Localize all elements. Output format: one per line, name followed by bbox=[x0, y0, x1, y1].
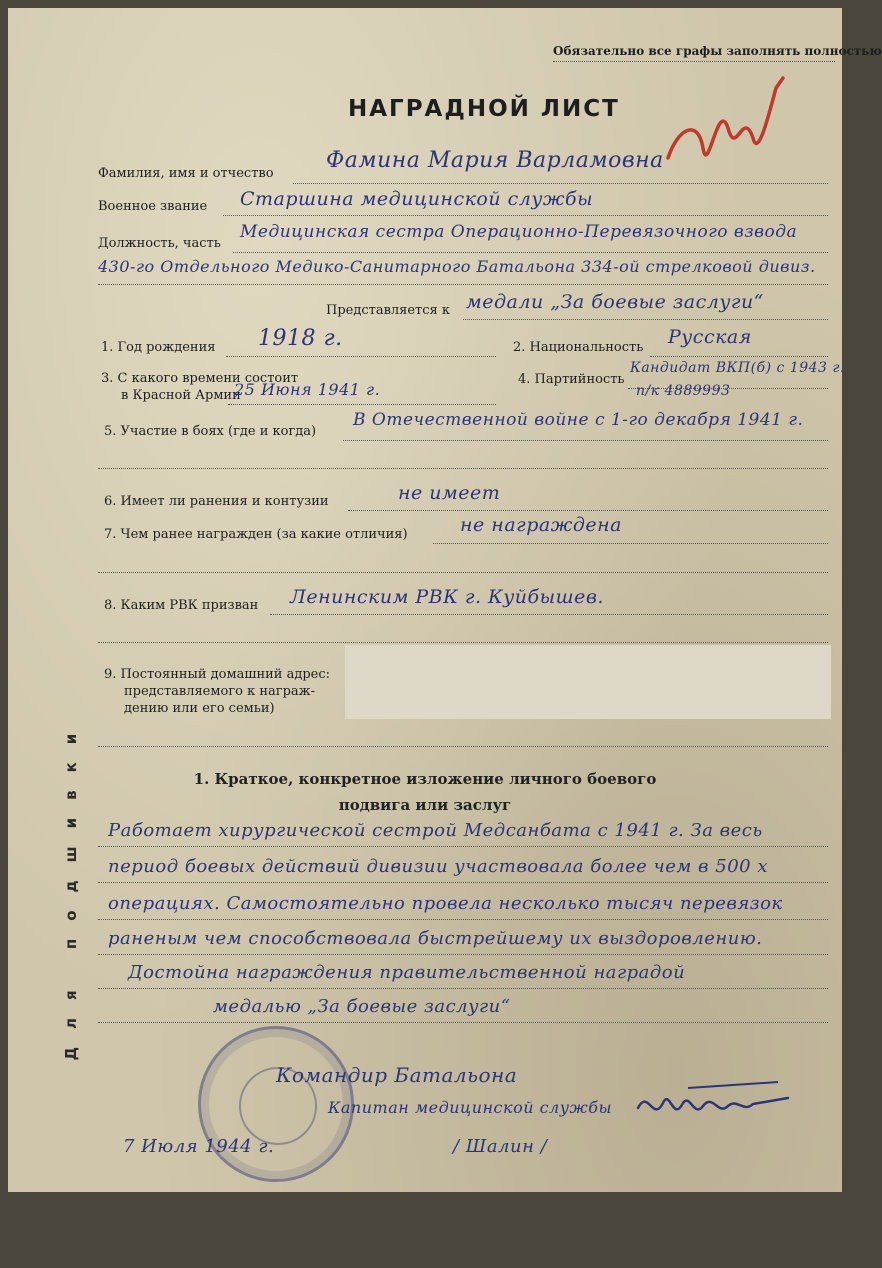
birth-value: 1918 г. bbox=[258, 326, 343, 351]
battles-line-2 bbox=[98, 468, 828, 469]
wounds-line bbox=[348, 510, 828, 511]
party-value-2: п/к 4889993 bbox=[636, 383, 731, 399]
section-title-2: подвига или заслуг bbox=[338, 796, 512, 814]
nationality-line bbox=[650, 356, 828, 357]
rank-value: Старшина медицинской службы bbox=[240, 188, 594, 210]
nationality-value: Русская bbox=[668, 326, 752, 348]
position-line-1 bbox=[233, 252, 828, 253]
section-line-4 bbox=[98, 954, 828, 955]
address-label-3: дению или его семьи) bbox=[124, 701, 275, 716]
battles-value: В Отечественной войне с 1-го декабря 1941 г. bbox=[353, 410, 804, 430]
position-value-1: Медицинская сестра Операционно-Перевязочного взвода bbox=[240, 222, 798, 242]
presented-value: медали „За боевые заслуги“ bbox=[466, 291, 764, 313]
rvk-line-2 bbox=[98, 642, 828, 643]
battles-line-1 bbox=[343, 440, 828, 441]
presented-line bbox=[463, 319, 828, 320]
signature-date: 7 Июля 1944 г. bbox=[123, 1136, 275, 1157]
battles-label: 5. Участие в боях (где и когда) bbox=[104, 424, 317, 439]
rvk-line bbox=[270, 614, 828, 615]
section-line-3 bbox=[98, 919, 828, 920]
section-text-line-4: раненым чем способствовала быстрейшему их выздоровлению. bbox=[108, 928, 763, 949]
party-label: 4. Партийность bbox=[518, 372, 625, 387]
section-text-line-2: период боевых действий дивизии участвовала более чем в 500 х bbox=[108, 856, 768, 877]
handwritten-signature-icon bbox=[628, 1068, 798, 1138]
section-line-1 bbox=[98, 846, 828, 847]
address-line-2 bbox=[98, 746, 828, 747]
section-text-line-5: Достойна награждения правительственной наградой bbox=[128, 962, 686, 983]
rank-label: Военное звание bbox=[98, 199, 208, 214]
awards-line-2 bbox=[98, 572, 828, 573]
presented-label: Представляется к bbox=[326, 303, 450, 318]
section-line-6 bbox=[98, 1022, 828, 1023]
rvk-value: Ленинским РВК г. Куйбышев. bbox=[290, 586, 604, 608]
header-note: Обязательно все графы заполнять полностью bbox=[553, 44, 882, 58]
red-pencil-mark-icon bbox=[658, 68, 798, 188]
page-title: НАГРАДНОЙ ЛИСТ bbox=[348, 96, 620, 122]
position-line-2 bbox=[98, 284, 828, 285]
nationality-label: 2. Национальность bbox=[513, 340, 644, 355]
section-title-1: 1. Краткое, конкретное изложение личного боевого bbox=[193, 770, 657, 788]
service-label-1: 3. С какого времени состоит bbox=[101, 371, 299, 386]
section-line-2 bbox=[98, 882, 828, 883]
redacted-address-block bbox=[345, 645, 831, 719]
name-label: Фамилия, имя и отчество bbox=[98, 166, 274, 181]
address-label-2: представляемого к награж- bbox=[124, 684, 315, 699]
section-line-5 bbox=[98, 988, 828, 989]
wounds-label: 6. Имеет ли ранения и контузии bbox=[104, 494, 329, 509]
awards-value: не награждена bbox=[460, 514, 622, 536]
signature-line-1: Командир Батальона bbox=[276, 1063, 518, 1087]
section-text-line-6: медалью „За боевые заслуги“ bbox=[213, 996, 511, 1017]
rank-line bbox=[223, 215, 828, 216]
awards-label: 7. Чем ранее награжден (за какие отличия) bbox=[104, 527, 408, 542]
birth-label: 1. Год рождения bbox=[101, 340, 216, 355]
name-line bbox=[293, 183, 828, 184]
side-binding-label: Для подшивки bbox=[62, 715, 80, 1061]
name-value: Фамина Мария Варламовна bbox=[326, 148, 664, 173]
rvk-label: 8. Каким РВК призван bbox=[104, 598, 259, 613]
service-line bbox=[228, 404, 496, 405]
party-value-1: Кандидат ВКП(б) с 1943 г. bbox=[630, 360, 845, 376]
position-value-2: 430-го Отдельного Медико-Санитарного Батальона 334-ой стрелковой дивиз. bbox=[98, 257, 816, 276]
section-text-line-3: операциях. Самостоятельно провела несколько тысяч перевязок bbox=[108, 893, 783, 914]
header-note-underline bbox=[553, 61, 835, 62]
signature-line-2: Капитан медицинской службы bbox=[328, 1098, 613, 1117]
position-label: Должность, часть bbox=[98, 236, 221, 251]
birth-line bbox=[226, 356, 496, 357]
service-value: 25 Июня 1941 г. bbox=[234, 380, 381, 399]
service-label-2: в Красной Армии bbox=[121, 388, 241, 403]
wounds-value: не имеет bbox=[398, 482, 501, 504]
address-label-1: 9. Постоянный домашний адрес: bbox=[104, 667, 331, 682]
section-text-line-1: Работает хирургической сестрой Медсанбата с 1941 г. За весь bbox=[108, 820, 763, 841]
award-sheet bbox=[8, 8, 882, 1192]
awards-line-1 bbox=[433, 543, 828, 544]
signature-name: / Шалин / bbox=[453, 1136, 548, 1157]
